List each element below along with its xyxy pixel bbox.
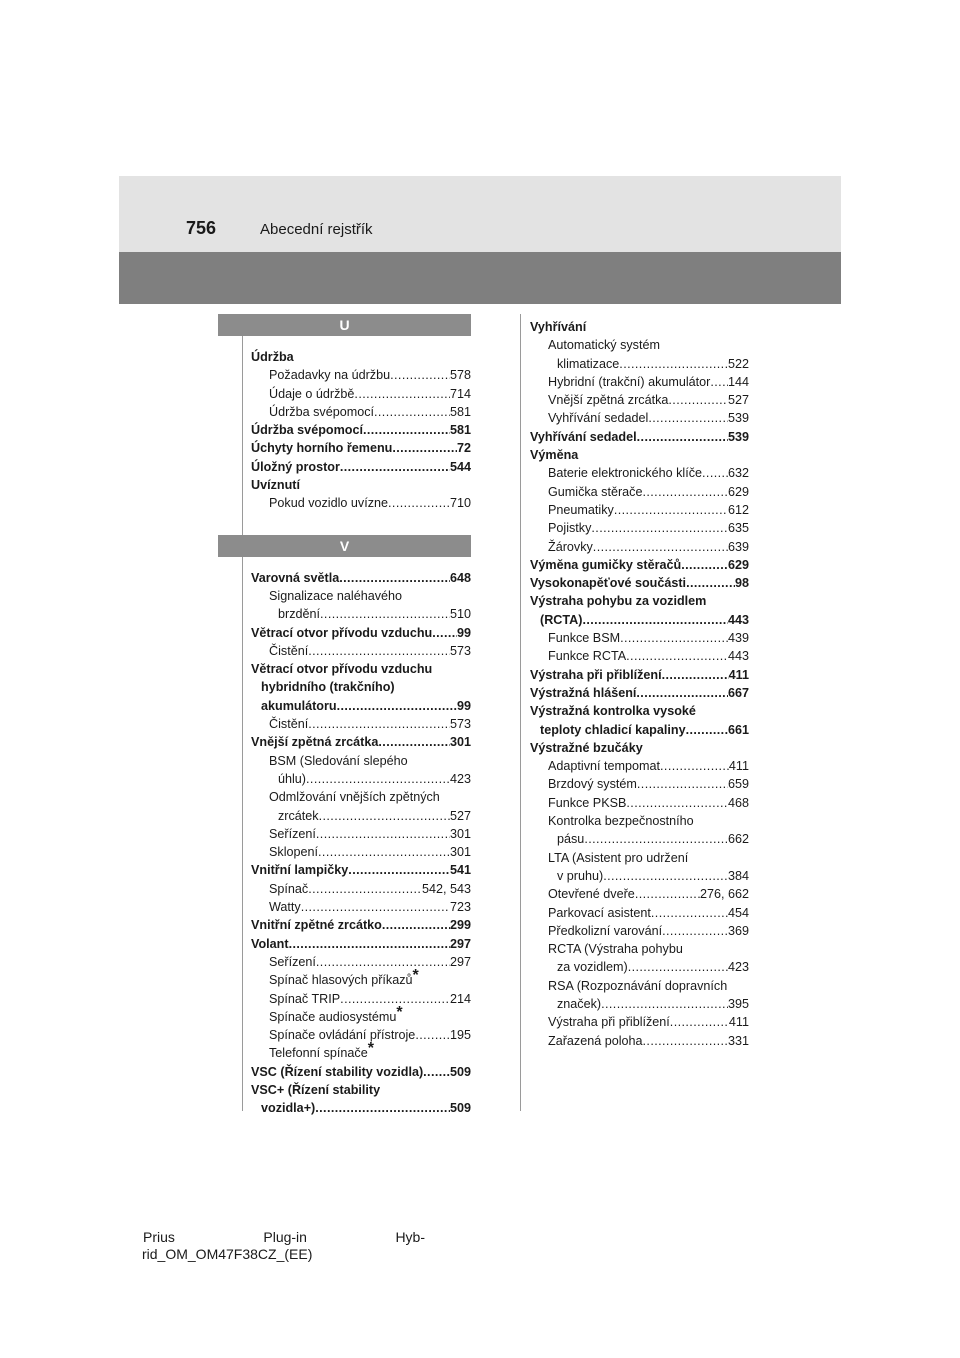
section-header-u: U (218, 314, 471, 336)
footer-code: rid_OM_OM47F38CZ_(EE) (142, 1246, 313, 1262)
entry-label: hybridního (trakčního) (261, 680, 395, 695)
index-entry (530, 867, 749, 885)
header-band (119, 176, 841, 252)
index-entry (530, 666, 749, 684)
index-entry (251, 715, 471, 733)
index-entry (530, 428, 749, 446)
entry-page[interactable]: 214 (449, 991, 471, 1006)
entry-page[interactable]: 648 (449, 570, 471, 585)
entry-label: Údržba svépomocí (251, 423, 363, 438)
entry-label: klimatizace (557, 356, 620, 371)
dot-leader (651, 904, 728, 922)
entry-label: Funkce RCTA (548, 649, 627, 664)
entry-label: Údržba svépomocí (269, 404, 374, 419)
entry-page[interactable]: 301 (449, 845, 471, 860)
index-entry (251, 587, 471, 605)
dot-leader (374, 403, 450, 421)
entry-label: Spínač (269, 881, 309, 896)
dot-leader (710, 373, 728, 391)
index-entry (530, 464, 749, 482)
index-entry (530, 336, 749, 354)
index-entry (530, 318, 749, 336)
section-header-v: V (218, 535, 471, 557)
entry-label: teploty chladicí kapaliny (540, 722, 686, 737)
entry-page[interactable]: 369 (727, 923, 749, 938)
entry-label: Výstražné bzučáky (530, 740, 643, 755)
entry-page[interactable]: 99 (456, 625, 471, 640)
entry-label: Vnější zpětná zrcátka (251, 735, 379, 750)
entry-label: Vyhřívání sedadel (530, 429, 637, 444)
entry-label: Varovná světla (251, 570, 340, 585)
header-dark-band (119, 252, 841, 304)
index-entry (251, 807, 471, 825)
index-entry (251, 788, 471, 806)
index-entry (251, 642, 471, 660)
entry-label: (RCTA) (540, 612, 583, 627)
dot-leader (582, 611, 728, 629)
index-entry (530, 775, 749, 793)
entry-label: Pojistky (548, 521, 592, 536)
entry-label: RCTA (Výstraha pohybu (548, 942, 683, 957)
entry-label: Pneumatiky (548, 502, 614, 517)
dot-leader (619, 355, 728, 373)
index-entry (530, 702, 749, 720)
entry-label: Údržba (251, 350, 294, 364)
index-entry (251, 605, 471, 623)
footnote-asterisk: * (412, 967, 419, 985)
page-title: Abecední rejstřík (260, 221, 373, 238)
index-column-right (530, 318, 749, 1050)
entry-page[interactable]: 395 (727, 996, 749, 1011)
index-entry (530, 574, 749, 592)
dot-leader (686, 574, 735, 592)
index-entry (251, 494, 471, 512)
section-u-entries (251, 348, 471, 513)
dot-leader (660, 757, 729, 775)
entry-label: Předkolizní varování (548, 923, 663, 938)
index-entry (530, 995, 749, 1013)
entry-page[interactable]: 301 (449, 735, 471, 750)
dot-leader (378, 733, 450, 751)
entry-label: Spínač TRIP (269, 991, 341, 1006)
footer-model: Prius (143, 1229, 175, 1245)
index-entry (530, 556, 749, 574)
index-entry (530, 611, 749, 629)
dot-leader (308, 715, 450, 733)
entry-label: Baterie elektronického klíče (548, 466, 703, 481)
dot-leader (635, 885, 700, 903)
entry-label: Adaptivní tempomat (548, 759, 661, 774)
entry-page[interactable]: 439 (727, 631, 749, 646)
entry-label: Výstraha při přiblížení (530, 667, 662, 682)
entry-page[interactable]: 509 (449, 1064, 471, 1079)
index-entry (530, 501, 749, 519)
dot-leader (614, 501, 728, 519)
entry-label: Úložný prostor (251, 459, 340, 474)
entry-page[interactable]: 659 (727, 777, 749, 792)
entry-label: Výstražná hlášení (530, 685, 637, 700)
entry-page[interactable]: 98 (734, 576, 749, 591)
dot-leader (306, 770, 450, 788)
dot-leader (340, 458, 450, 476)
dot-leader (348, 861, 450, 879)
entry-page[interactable]: 629 (727, 484, 749, 499)
index-entry (530, 373, 749, 391)
entry-page[interactable]: 297 (449, 954, 471, 969)
index-entry (251, 843, 471, 861)
entry-label: Telefonní spínače (269, 1046, 368, 1061)
dot-leader (308, 880, 422, 898)
entry-label: Vysokonapěťové součásti (530, 576, 687, 591)
entry-page[interactable]: 522 (727, 356, 749, 371)
index-entry (251, 385, 471, 403)
dot-leader (316, 825, 450, 843)
entry-label: Funkce BSM (548, 631, 621, 646)
entry-label: Vyhřívání (530, 320, 587, 334)
entry-page[interactable]: 384 (727, 868, 749, 883)
column-divider-right (520, 314, 521, 1111)
entry-page[interactable]: 581 (449, 404, 471, 419)
index-entry (251, 861, 471, 879)
entry-page[interactable]: 99 (456, 698, 471, 713)
index-entry (251, 990, 471, 1008)
entry-page[interactable]: 612 (727, 502, 749, 517)
entry-label: za vozidlem) (557, 960, 628, 975)
entry-page[interactable]: 635 (727, 521, 749, 536)
index-entry (530, 885, 749, 903)
index-entry (530, 958, 749, 976)
dot-leader (319, 807, 450, 825)
index-entry (251, 678, 471, 696)
entry-label: Žárovky (548, 539, 593, 554)
entry-page[interactable]: 527 (727, 393, 749, 408)
footer-variant: Plug-in (263, 1229, 307, 1245)
entry-label: v pruhu) (557, 868, 604, 883)
entry-page[interactable]: 661 (727, 722, 749, 737)
dot-leader (642, 483, 728, 501)
index-entry (251, 935, 471, 953)
entry-label: Čistění (269, 643, 309, 658)
entry-label: brzdění (278, 607, 321, 622)
page-number: 756 (186, 218, 217, 238)
index-entry (251, 1081, 471, 1099)
entry-label: Gumička stěrače (548, 484, 643, 499)
entry-label: pásu (557, 832, 585, 847)
entry-label: Vyhřívání sedadel (548, 411, 649, 426)
entry-page[interactable]: 629 (727, 557, 749, 572)
dot-leader (648, 409, 728, 427)
entry-label: Čistění (269, 717, 309, 732)
index-entry (251, 1099, 471, 1117)
entry-page[interactable]: 710 (449, 496, 471, 511)
entry-page[interactable]: 544 (449, 459, 471, 474)
entry-label: Hybridní (trakční) akumulátor (548, 374, 711, 389)
entry-label: Větrací otvor přívodu vzduchu (251, 662, 433, 677)
right-entries (530, 318, 749, 1050)
entry-page[interactable]: 541 (449, 863, 471, 878)
index-entry (251, 569, 471, 587)
entry-label: Požadavky na údržbu (269, 368, 391, 383)
index-entry (251, 403, 471, 421)
entry-page[interactable]: 423 (449, 771, 471, 786)
dot-leader (320, 605, 450, 623)
dot-leader (415, 1026, 450, 1044)
dot-leader (601, 995, 728, 1013)
index-entry (251, 476, 471, 494)
index-column-left (251, 314, 471, 1118)
index-entry (530, 629, 749, 647)
index-entry (251, 421, 471, 439)
dot-leader (626, 647, 728, 665)
index-entry (530, 592, 749, 610)
entry-page[interactable]: 454 (727, 905, 749, 920)
entry-label: Údaje o údržbě (269, 386, 355, 401)
dot-leader (388, 494, 450, 512)
entry-page[interactable]: 443 (727, 649, 749, 664)
index-entry (530, 849, 749, 867)
entry-label: Seřízení (269, 954, 316, 969)
entry-label: Zařazená poloha (548, 1033, 643, 1048)
index-entry (530, 922, 749, 940)
index-entry (530, 684, 749, 702)
index-entry (251, 1040, 471, 1062)
entry-page[interactable]: 411 (728, 1015, 749, 1030)
section-v-entries (251, 569, 471, 1118)
index-entry (251, 1026, 471, 1044)
index-entry (251, 880, 471, 898)
entry-label: vozidla+) (261, 1101, 316, 1116)
entry-label: Výstraha pohybu za vozidlem (530, 594, 707, 609)
entry-label: značek) (557, 996, 602, 1011)
dot-leader (593, 538, 728, 556)
entry-page[interactable]: 578 (449, 368, 471, 383)
index-entry (530, 647, 749, 665)
entry-page[interactable]: 714 (449, 386, 471, 401)
index-entry (530, 519, 749, 537)
column-divider-left (242, 314, 243, 1111)
index-entry (251, 660, 471, 678)
dot-leader (308, 642, 450, 660)
index-entry (251, 825, 471, 843)
dot-leader (662, 666, 729, 684)
index-entry (530, 355, 749, 373)
entry-page[interactable]: 331 (727, 1033, 749, 1048)
entry-label: Pokud vozidlo uvízne (269, 496, 389, 511)
index-entry (251, 916, 471, 934)
entry-page[interactable]: 542, 543 (421, 881, 471, 896)
dot-leader (702, 464, 728, 482)
index-entry (530, 1032, 749, 1050)
footer (143, 1229, 425, 1263)
dot-leader (686, 721, 728, 739)
dot-leader (636, 684, 728, 702)
entry-label: Výstražná kontrolka vysoké (530, 704, 696, 719)
entry-label: Brzdový systém (548, 777, 637, 792)
entry-label: Uvíznutí (251, 478, 300, 493)
entry-label: Úchyty horního řemenu (251, 441, 393, 456)
index-entry (251, 624, 471, 642)
index-entry (530, 794, 749, 812)
entry-label: Signalizace naléhavého (269, 588, 403, 603)
index-entry (251, 697, 471, 715)
index-entry (530, 940, 749, 958)
index-entry (251, 953, 471, 971)
dot-leader (668, 391, 728, 409)
entry-page[interactable]: 509 (449, 1101, 471, 1116)
footnote-asterisk: * (367, 1040, 374, 1058)
dot-leader (423, 1063, 450, 1081)
entry-label: Funkce PKSB (548, 795, 627, 810)
index-entry (530, 446, 749, 464)
index-entry (251, 967, 471, 989)
entry-label: VSC (Řízení stability vozidla) (251, 1064, 424, 1079)
dot-leader (318, 843, 450, 861)
dot-leader (637, 775, 728, 793)
entry-label: Sklopení (269, 845, 319, 860)
entry-label: Watty (269, 900, 301, 915)
index-entry (251, 898, 471, 916)
index-entry (251, 348, 471, 366)
entry-label: Otevřené dveře (548, 887, 635, 902)
entry-label: Volant (251, 936, 289, 951)
entry-label: Výměna gumičky stěračů (530, 557, 682, 572)
dot-leader (390, 366, 450, 384)
entry-page[interactable]: 662 (727, 832, 749, 847)
dot-leader (626, 794, 728, 812)
entry-label: Vnitřní zpětné zrcátko (251, 918, 382, 933)
entry-label: Spínače audiosystému (269, 1009, 397, 1024)
entry-page[interactable]: 527 (449, 808, 471, 823)
entry-page[interactable]: 667 (727, 685, 749, 700)
entry-label: Seřízení (269, 826, 316, 841)
entry-label: Spínač hlasových příkazů (269, 973, 413, 988)
index-entry (530, 721, 749, 739)
entry-label: BSM (Sledování slepého (269, 753, 408, 768)
entry-page[interactable]: 411 (728, 667, 749, 682)
dot-leader (603, 867, 728, 885)
entry-page[interactable]: 573 (449, 643, 471, 658)
dot-leader (628, 958, 728, 976)
entry-page[interactable]: 276, 662 (699, 887, 749, 902)
dot-leader (316, 953, 450, 971)
entry-page[interactable]: 443 (727, 612, 749, 627)
index-entry (251, 733, 471, 751)
entry-page[interactable]: 411 (728, 759, 749, 774)
dot-leader (637, 428, 728, 446)
index-entry (251, 1063, 471, 1081)
dot-leader (670, 1013, 729, 1031)
footer-hyb: Hyb- (395, 1229, 425, 1245)
index-entry (530, 904, 749, 922)
entry-label: RSA (Rozpoznávání dopravních (548, 978, 728, 993)
entry-label: akumulátoru (261, 698, 337, 713)
index-entry (530, 977, 749, 995)
dot-leader (382, 916, 450, 934)
index-entry (530, 830, 749, 848)
entry-label: LTA (Asistent pro udržení (548, 850, 689, 865)
entry-label: zrcátek (278, 808, 319, 823)
entry-label: Automatický systém (548, 338, 660, 353)
index-entry (251, 752, 471, 770)
index-entry (530, 483, 749, 501)
index-entry (530, 538, 749, 556)
dot-leader (354, 385, 450, 403)
entry-page[interactable]: 299 (449, 918, 471, 933)
dot-leader (662, 922, 728, 940)
entry-label: Parkovací asistent (548, 905, 651, 920)
entry-page[interactable]: 423 (727, 960, 749, 975)
entry-page[interactable]: 195 (449, 1028, 471, 1043)
entry-label: úhlu) (278, 771, 307, 786)
entry-page[interactable]: 723 (449, 900, 471, 915)
index-entry (251, 770, 471, 788)
index-entry (251, 458, 471, 476)
entry-page[interactable]: 539 (727, 429, 749, 444)
index-entry (530, 739, 749, 757)
index-entry (530, 757, 749, 775)
footnote-asterisk: * (396, 1003, 403, 1021)
dot-leader (584, 830, 728, 848)
dot-leader (301, 898, 450, 916)
index-entry (251, 1003, 471, 1026)
entry-page[interactable]: 573 (449, 717, 471, 732)
dot-leader (681, 556, 728, 574)
entry-page[interactable]: 639 (727, 539, 749, 554)
entry-label: Odmlžování vnějších zpětných (269, 790, 440, 805)
index-entry (530, 1013, 749, 1031)
dot-leader (363, 421, 450, 439)
index-entry (251, 439, 471, 457)
dot-leader (315, 1099, 450, 1117)
dot-leader (432, 624, 457, 642)
dot-leader (392, 439, 457, 457)
entry-page[interactable]: 297 (449, 936, 471, 951)
entry-page[interactable]: 468 (727, 795, 749, 810)
entry-page[interactable]: 581 (449, 423, 471, 438)
entry-page[interactable]: 72 (456, 441, 471, 456)
entry-page[interactable]: 539 (727, 411, 749, 426)
entry-label: Spínače ovládání přístroje (269, 1028, 416, 1043)
dot-leader (643, 1032, 728, 1050)
dot-leader (620, 629, 728, 647)
entry-label: Vnitřní lampičky (251, 863, 349, 878)
entry-label: VSC+ (Řízení stability (251, 1082, 381, 1097)
index-entry (530, 391, 749, 409)
entry-page[interactable]: 632 (727, 466, 749, 481)
entry-label: Vnější zpětná zrcátka (548, 393, 669, 408)
dot-leader (289, 935, 450, 953)
index-entry (530, 409, 749, 427)
dot-leader (337, 697, 457, 715)
entry-page[interactable]: 510 (449, 607, 471, 622)
entry-label: Výměna (530, 448, 579, 463)
index-entry (530, 812, 749, 830)
entry-label: Větrací otvor přívodu vzduchu (251, 625, 433, 640)
entry-label: Kontrolka bezpečnostního (548, 814, 694, 829)
index-entry (251, 366, 471, 384)
entry-page[interactable]: 144 (727, 374, 749, 389)
entry-label: Výstraha při přiblížení (548, 1015, 670, 1030)
entry-page[interactable]: 301 (449, 826, 471, 841)
dot-leader (591, 519, 728, 537)
dot-leader (339, 569, 450, 587)
